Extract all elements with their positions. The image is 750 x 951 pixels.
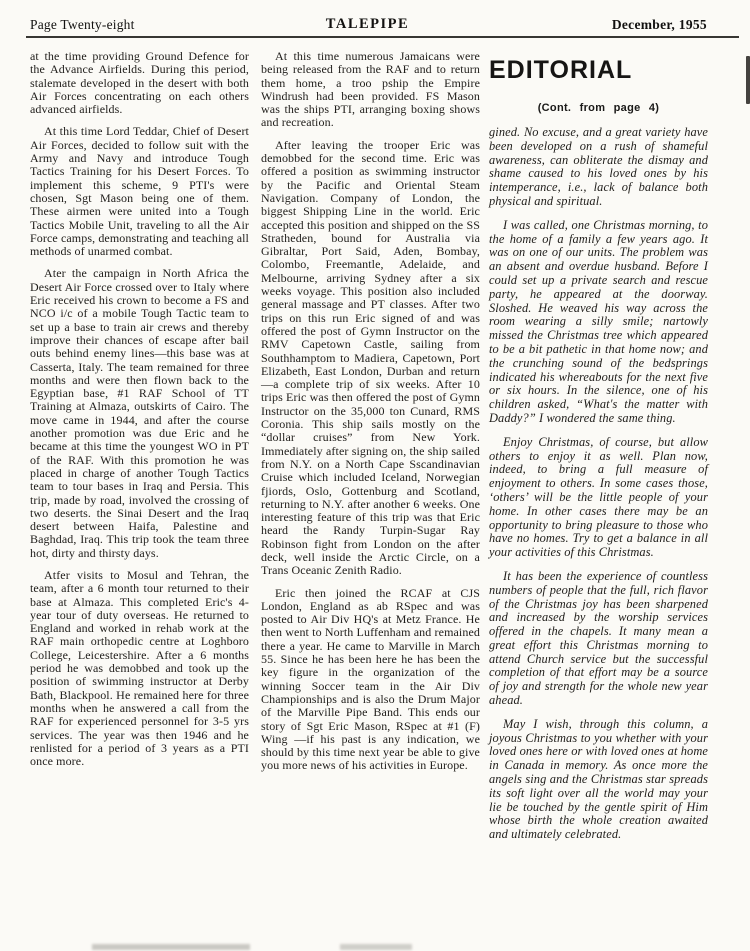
article-column-left — [30, 50, 249, 777]
publication-title: TALEPIPE — [325, 16, 410, 32]
page-number: Page Twenty-eight — [30, 17, 135, 32]
editorial-title: EDITORIAL — [489, 56, 633, 84]
article-paragraph: Ater the campaign in North Africa the Desert Air Force crossed over to Italy where Eric received his crown to become a FS and NCO i/c of a mobile Tough Tactic team to set up a base to train air crews and thereby improve their chances of escape after bail outs behind enemy lines—this base was at Casserta, Italy. The team remained for three months and were then flown back to the Egyptian base, #1 RAF School of TT Training at Almaza, outskirts of Cairo. The move came in 1944, and after the course another promotion was due Eric and he became at this time the youngest WO in PT of the RAF. With this promotion he was placed in charge of another Tough Tactics team to tour bases in Iraq and Persia. This trip, made by road, involved the crossing of two deserts. the Sinai Desert and the Iraq desert between Haifa, Palestine and Baghdad, Iraq. This trip took the team three hot, dirty and thirsty days. — [30, 266, 249, 560]
article-paragraph: After leaving the trooper Eric was demobbed for the second time. Eric was offered a position as swimming instructor by the Pacific and Oriental Steam Navigation. Company of London, the biggest Shipping Line in the world. Eric accepted this position and shipped on the SS Stratheden, bound for Australia via Gibraltar, Port Said, Aden, Bombay, Colombo, Freemantle, Adelaide, and Melbourne, arriving Sydney after a six weeks voyage. This position also included general massage and PT classes. After two trips on this run Eric signed of and was offered the post of Gymn Instructor on the RMV Capetown Castle, sailing from Southhamptom to Madiera, Capetown, Port Elizabeth, East London, Durban and return—a complete trip of six weeks. After 10 trips Eric was then offered the post of Gymn Instructor on the 35,000 ton Cunard, RMS Coronia. This ship sails mostly on the “dollar cruises” from New York. Immediately after signing on, the ship sailed from N.Y. on a North Cape Sscandinavian Cruise which included Iceland, Norwegian fjiords, Oslo, Gottenburg and Scotland, returning to N.Y. after another 6 weeks. One interesting feature of this trip was that Eric heard the Randy Turpin-Sugar Ray Robinson fight from London on the after deck, well inside the Arctic Circle, on a Trans Oceanic Zenith Radio. — [261, 137, 480, 578]
article-paragraph: Eric then joined the RCAF at CJS London, England as ab RSpec and was posted to Air Div HQ's at Metz France. He then went to North Luffenham and remained there a year. He came to Marville in March 55. Since he has been here he has been the key figure in the organization of the winning Soccer team in the Air Div Championships and is also the Drum Major of the Marville Pipe Band. This ends our story of Sgt Eric Mason, RSpec at #1 (F) Wing —if his past is any indication, we should by this time next year be able to give you more news of his activities in Europe. — [261, 585, 480, 773]
article-column-middle — [261, 50, 480, 782]
article-paragraph: Atfer visits to Mosul and Tehran, the team, after a 6 month tour returned to their base at Almaza. This completed Eric's 4-year tour of duty overseas. He returned to England and worked in rehab work at the RAF main orthopedic centre at Loghboro College, Leicestershire. After a 6 months period he was demobbed and took up the position of swimming instructor at Derby Bath, Blackpool. He remained here for three months when he answered a call from the RAF for experienced personnel for 3-5 yrs services. The year was then 1946 and he renlisted for a period of 3 years as a PTI once more. — [30, 567, 249, 769]
editorial-paragraph: gined. No excuse, and a great variety have been developed on a rush of shameful awareness, can obliterate the dismay and shame caused to his loved ones by his intemperance, i.e., lack of balance both physical and spiritual. — [489, 125, 708, 208]
scan-artifact-smudge — [92, 944, 250, 950]
article-paragraph: at the time providing Ground Defence for the Advance Airfields. During this period, stalemate developed in the desert with both Air Forces concentrating on each others advanced airfields. — [30, 49, 249, 117]
article-paragraph: At this time numerous Jamaicans were being released from the RAF and to return them home, a troo pship the Empire Windrush had been provided. FS Mason was the ships PTI, arranging boxing shows and recreation. — [261, 49, 480, 130]
scan-artifact-edge-mark — [746, 56, 750, 104]
masthead — [28, 17, 707, 35]
article-paragraph: At this time Lord Teddar, Chief of Desert Air Forces, decided to follow suit with the Army and Navy and introduce Tough Tactics Training for his Desert Forces. To implement this scheme, 9 PTI's were chosen, Sgt Mason being one of them. These airmen were united into a Tough Tactics Mobile Unit, traveling to all the Air Force camps, demonstrating and teaching all methods of unarmed combat. — [30, 124, 249, 259]
editorial-paragraph: I was called, one Christmas morning, to the home of a family a few years ago. It was on one of our units. The problem was an absent and overdue husband. Before I could set up a private search and rescue party, he appeared at the doorway. Sloshed. He weaved his way across the room wearing a silly smile; nartowly missed the Christmas tree which appeared to be a bit pathetic in that home now; and the crunching sound of the bedsprings indicated his whereabouts for the next five or six hours. In the silence, one of his children asked, “What's the matter with Daddy?” I wondered the same thing. — [489, 217, 708, 425]
editorial-paragraph: It has been the experience of countless numbers of people that the full, rich flavor of the Christmas joy has been sharpened and increased by the worship services offered in the chapels. It many mean a great effort this Christmas morning to attend Church service but the successful completion of that effort may be a source of joy and strength for the whole new year ahead. — [489, 568, 708, 708]
issue-date: December, 1955 — [611, 17, 707, 32]
masthead-rule — [26, 36, 739, 38]
editorial-column — [489, 56, 708, 852]
editorial-paragraph: May I wish, through this column, a joyous Christmas to you whether with your loved ones here or with loved ones at home in Canada in memory. As once more the angels sing and the Christmas star spreads its soft light over all the world may your lie be touched by the gentle spirit of Him whose birth the whole creation awaited and ultimately celebrated. — [489, 716, 708, 842]
editorial-paragraph: Enjoy Christmas, of course, but allow others to enjoy it as well. Plan now, indeed, to bring a full measure of enjoyment to others. In some cases those, ‘others’ will be the little people of your home. In other cases there may be an opportunity to bring pleasure to those who have no homes. Try to get a balance in all your activities of this Christmas. — [489, 434, 708, 560]
editorial-continuation-note: (Cont. from page 4) — [537, 102, 660, 114]
scan-artifact-smudge — [340, 944, 412, 950]
